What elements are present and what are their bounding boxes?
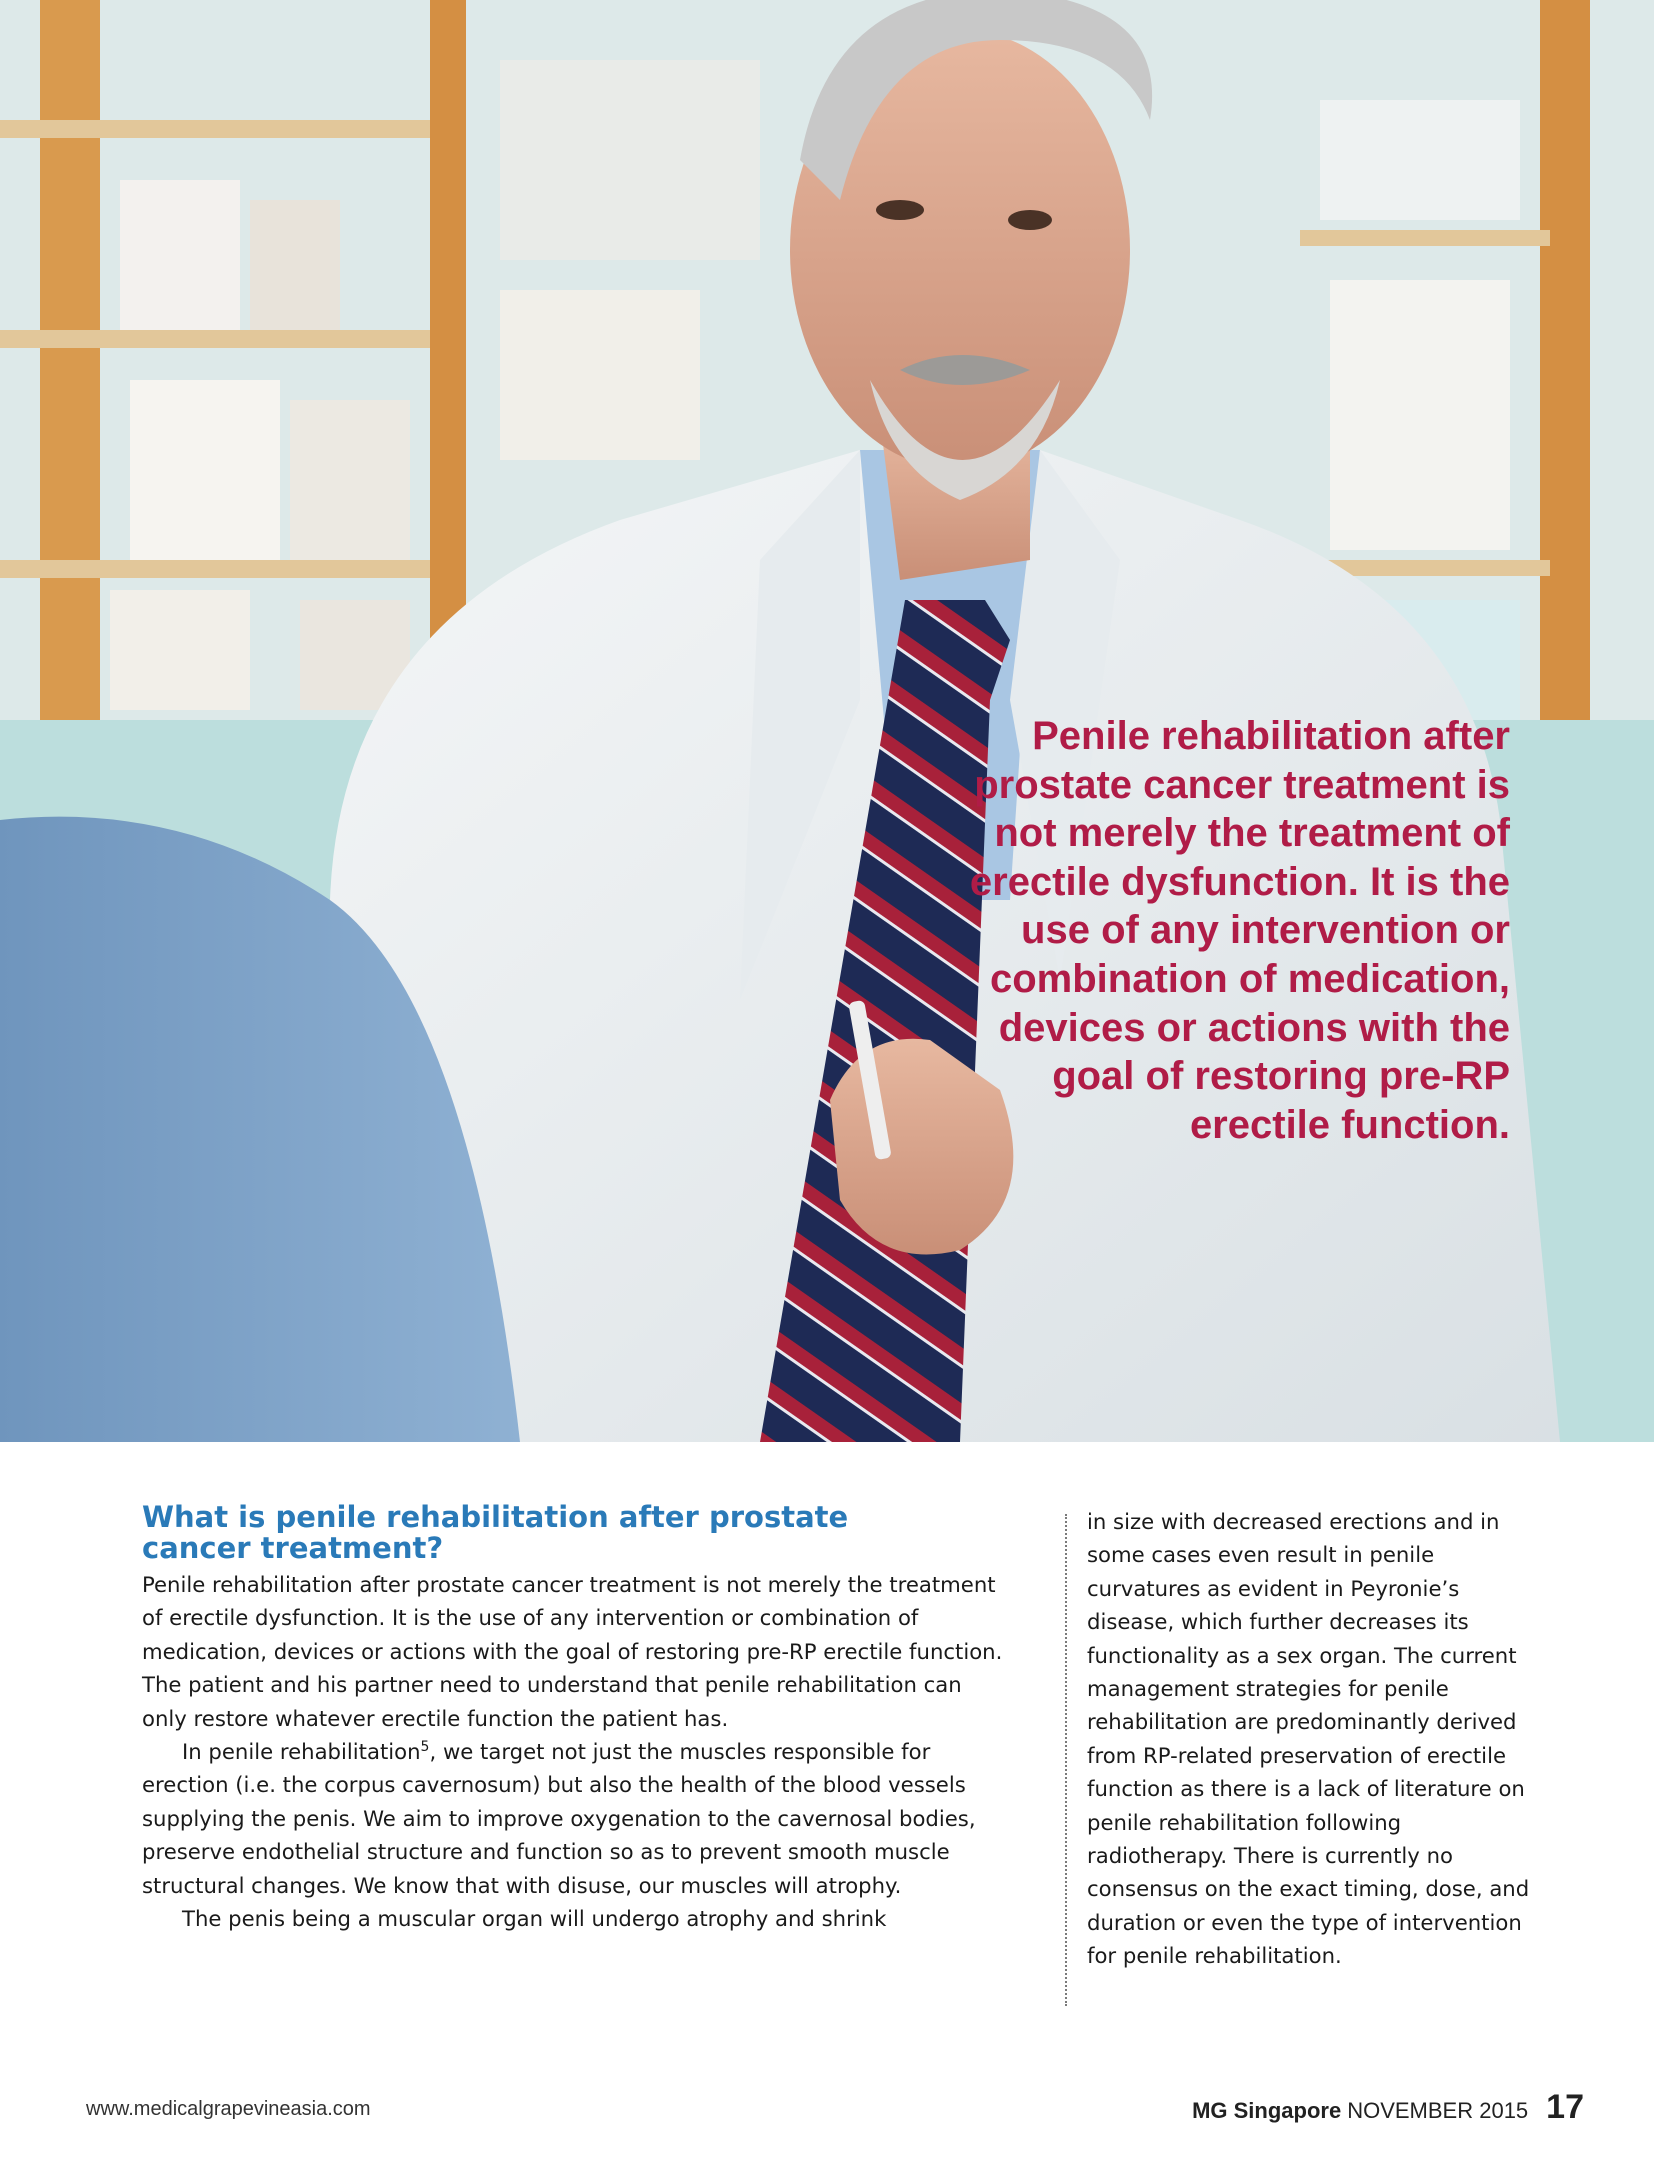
paragraph-1: Penile rehabilitation after prostate cancer treatment is not merely the treatment of erectile dysfunction. It is the use of any intervention or combination of medication, devices or actions with the goal of restoring pre-RP erectile function. The patient and his partner need to understand that penile rehabilitation can only restore whatever erectile function the patient has.: [142, 1572, 1003, 1731]
issue-date: NOVEMBER 2015: [1347, 2098, 1529, 2123]
column-divider: [1065, 1514, 1067, 2006]
paragraph-2-rest: , we target not just the muscles responsible for erection (i.e. the corpus cavernosum) but also the health of the blood vessels supplying the penis. We aim to improve oxygenation to the cavernosal bodies, preserve endothelial structure and function so as to prevent smooth muscle structural changes. We know that with disuse, our muscles will atrophy.: [142, 1739, 976, 1898]
article-column-right: [1087, 1505, 1537, 1973]
paragraph-continued: in size with decreased erections and in some cases even result in penile curvatures as evident in Peyronie’s disease, which further decreases its functionality as a sex organ. The current management strategies for penile rehabilitation are predominantly derived from RP-related preservation of erectile function as there is a lack of literature on penile rehabilitation following radiotherapy. There is currently no consensus on the exact timing, dose, and duration or even the type of intervention for penile rehabilitation.: [1087, 1509, 1530, 1969]
section-heading: What is penile rehabilitation after prostate cancer treatment?: [142, 1500, 849, 1565]
footer-folio: [1192, 2088, 1584, 2127]
page-number: 17: [1546, 2088, 1584, 2126]
paragraph-3: The penis being a muscular organ will undergo atrophy and shrink: [182, 1906, 887, 1932]
paragraph-2: [142, 1735, 1012, 1902]
pull-quote: Penile rehabilitation after prostate cancer treatment is not merely the treatment of erectile dysfunction. It is the use of any intervention or combination of medication, devices or actions with the goal of restoring pre-RP erectile function.: [969, 714, 1510, 1147]
footer-url: www.medicalgrapevineasia.com: [86, 2098, 371, 2120]
paragraph-2-start: In penile rehabilitation: [182, 1739, 421, 1765]
reference-marker: 5: [420, 1738, 430, 1755]
article-column-left: [142, 1502, 1012, 1935]
publication-name: MG Singapore: [1192, 2098, 1342, 2123]
